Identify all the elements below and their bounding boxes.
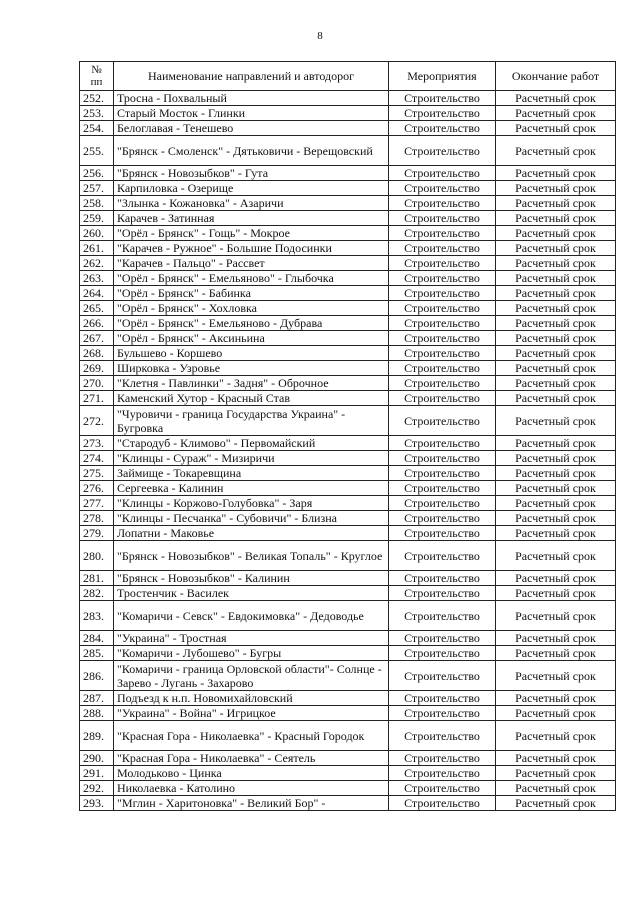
row-number: 260. xyxy=(80,226,114,241)
row-end-date: Расчетный срок xyxy=(496,511,616,526)
row-road-name: "Орёл - Брянск" - Гощь" - Мокрое xyxy=(114,226,389,241)
row-number: 257. xyxy=(80,181,114,196)
row-road-name: "Орёл - Брянск" - Аксиньина xyxy=(114,331,389,346)
row-road-name: "Мглин - Харитоновка" - Великий Бор" - xyxy=(114,796,389,811)
row-road-name: Ширковка - Узровье xyxy=(114,361,389,376)
row-end-date: Расчетный срок xyxy=(496,781,616,796)
row-end-date: Расчетный срок xyxy=(496,271,616,286)
row-number: 272. xyxy=(80,406,114,436)
row-end-date: Расчетный срок xyxy=(496,391,616,406)
row-number: 282. xyxy=(80,586,114,601)
row-number: 289. xyxy=(80,721,114,751)
row-event: Строительство xyxy=(389,346,496,361)
row-end-date: Расчетный срок xyxy=(496,481,616,496)
row-end-date: Расчетный срок xyxy=(496,181,616,196)
table-row xyxy=(80,781,616,796)
row-number: 273. xyxy=(80,436,114,451)
row-event: Строительство xyxy=(389,196,496,211)
table-row xyxy=(80,241,616,256)
row-number: 262. xyxy=(80,256,114,271)
table-row xyxy=(80,211,616,226)
row-end-date: Расчетный срок xyxy=(496,331,616,346)
row-end-date: Расчетный срок xyxy=(496,796,616,811)
table-row xyxy=(80,796,616,811)
row-number: 281. xyxy=(80,571,114,586)
row-event: Строительство xyxy=(389,436,496,451)
table-row xyxy=(80,286,616,301)
row-event: Строительство xyxy=(389,136,496,166)
row-road-name: Карпиловка - Озерище xyxy=(114,181,389,196)
row-event: Строительство xyxy=(389,406,496,436)
header-number-line1: № xyxy=(91,64,102,76)
row-road-name: Старый Мосток - Глинки xyxy=(114,106,389,121)
table-row xyxy=(80,766,616,781)
row-event: Строительство xyxy=(389,376,496,391)
table-row xyxy=(80,511,616,526)
row-road-name: "Комаричи - Севск" - Евдокимовка" - Дедоводье xyxy=(114,601,389,631)
row-event: Строительство xyxy=(389,601,496,631)
row-number: 258. xyxy=(80,196,114,211)
row-number: 270. xyxy=(80,376,114,391)
row-number: 287. xyxy=(80,691,114,706)
row-event: Строительство xyxy=(389,691,496,706)
row-number: 291. xyxy=(80,766,114,781)
row-end-date: Расчетный срок xyxy=(496,241,616,256)
row-number: 261. xyxy=(80,241,114,256)
row-road-name: "Комаричи - граница Орловской области"- Солнце - Зарево - Лугань - Захарово xyxy=(114,661,389,691)
table-row xyxy=(80,106,616,121)
row-number: 284. xyxy=(80,631,114,646)
row-event: Строительство xyxy=(389,631,496,646)
row-event: Строительство xyxy=(389,766,496,781)
row-number: 265. xyxy=(80,301,114,316)
row-road-name: "Орёл - Брянск" - Хохловка xyxy=(114,301,389,316)
row-event: Строительство xyxy=(389,571,496,586)
table-row xyxy=(80,256,616,271)
row-end-date: Расчетный срок xyxy=(496,91,616,106)
row-event: Строительство xyxy=(389,451,496,466)
row-number: 263. xyxy=(80,271,114,286)
row-event: Строительство xyxy=(389,301,496,316)
row-road-name: Бульшево - Коршево xyxy=(114,346,389,361)
row-end-date: Расчетный срок xyxy=(496,316,616,331)
row-end-date: Расчетный срок xyxy=(496,211,616,226)
row-end-date: Расчетный срок xyxy=(496,436,616,451)
row-end-date: Расчетный срок xyxy=(496,631,616,646)
row-end-date: Расчетный срок xyxy=(496,286,616,301)
row-road-name: "Красная Гора - Николаевка" - Сеятель xyxy=(114,751,389,766)
row-road-name: "Клинцы - Песчанка" - Субовичи" - Близна xyxy=(114,511,389,526)
header-row xyxy=(80,62,616,91)
table-row xyxy=(80,346,616,361)
row-road-name: "Карачев - Пальцо" - Рассвет xyxy=(114,256,389,271)
row-event: Строительство xyxy=(389,541,496,571)
table-row xyxy=(80,661,616,691)
row-number: 275. xyxy=(80,466,114,481)
table-row xyxy=(80,451,616,466)
table-body xyxy=(80,91,616,811)
row-end-date: Расчетный срок xyxy=(496,721,616,751)
header-end: Окончание работ xyxy=(496,62,616,91)
row-number: 269. xyxy=(80,361,114,376)
table-row xyxy=(80,646,616,661)
row-event: Строительство xyxy=(389,271,496,286)
row-number: 278. xyxy=(80,511,114,526)
row-end-date: Расчетный срок xyxy=(496,706,616,721)
table-row xyxy=(80,301,616,316)
row-event: Строительство xyxy=(389,706,496,721)
table-row xyxy=(80,751,616,766)
row-event: Строительство xyxy=(389,226,496,241)
row-event: Строительство xyxy=(389,106,496,121)
table-row xyxy=(80,481,616,496)
table-row xyxy=(80,526,616,541)
row-event: Строительство xyxy=(389,586,496,601)
row-road-name: Займище - Токаревщина xyxy=(114,466,389,481)
row-road-name: "Брянск - Новозыбков" - Великая Топаль" - Круглое xyxy=(114,541,389,571)
row-event: Строительство xyxy=(389,661,496,691)
table-row xyxy=(80,691,616,706)
row-number: 277. xyxy=(80,496,114,511)
row-road-name: Подъезд к н.п. Новомихайловский xyxy=(114,691,389,706)
row-end-date: Расчетный срок xyxy=(496,526,616,541)
row-road-name: Тросна - Похвальный xyxy=(114,91,389,106)
row-road-name: "Красная Гора - Николаевка" - Красный Городок xyxy=(114,721,389,751)
row-event: Строительство xyxy=(389,511,496,526)
row-road-name: Карачев - Затинная xyxy=(114,211,389,226)
row-road-name: "Украина" - Война" - Игрицкое xyxy=(114,706,389,721)
table-row xyxy=(80,121,616,136)
row-number: 288. xyxy=(80,706,114,721)
row-number: 276. xyxy=(80,481,114,496)
row-event: Строительство xyxy=(389,121,496,136)
row-road-name: Каменский Хутор - Красный Став xyxy=(114,391,389,406)
row-event: Строительство xyxy=(389,256,496,271)
row-road-name: "Орёл - Брянск" - Емельяново - Дубрава xyxy=(114,316,389,331)
row-number: 252. xyxy=(80,91,114,106)
row-road-name: "Брянск - Новозыбков" - Калинин xyxy=(114,571,389,586)
page-number: 8 xyxy=(317,30,323,42)
row-end-date: Расчетный срок xyxy=(496,766,616,781)
row-road-name: "Чуровичи - граница Государства Украина" - Бугровка xyxy=(114,406,389,436)
table-row xyxy=(80,136,616,166)
row-number: 274. xyxy=(80,451,114,466)
row-end-date: Расчетный срок xyxy=(496,406,616,436)
table-row xyxy=(80,436,616,451)
row-number: 264. xyxy=(80,286,114,301)
row-road-name: "Карачев - Ружное" - Большие Подосинки xyxy=(114,241,389,256)
row-event: Строительство xyxy=(389,241,496,256)
table-row xyxy=(80,166,616,181)
row-event: Строительство xyxy=(389,286,496,301)
row-road-name: "Клетня - Павлинки" - Задня" - Оброчное xyxy=(114,376,389,391)
row-road-name: Лопатни - Маковье xyxy=(114,526,389,541)
row-number: 293. xyxy=(80,796,114,811)
header-name: Наименование направлений и автодорог xyxy=(114,62,389,91)
table-row xyxy=(80,541,616,571)
row-road-name: Белоглавая - Тенешево xyxy=(114,121,389,136)
row-end-date: Расчетный срок xyxy=(496,106,616,121)
table-row xyxy=(80,586,616,601)
row-event: Строительство xyxy=(389,781,496,796)
row-number: 256. xyxy=(80,166,114,181)
header-number-line2: пп xyxy=(90,76,103,88)
row-end-date: Расчетный срок xyxy=(496,166,616,181)
row-number: 267. xyxy=(80,331,114,346)
table-row xyxy=(80,496,616,511)
row-event: Строительство xyxy=(389,181,496,196)
table-row xyxy=(80,466,616,481)
row-road-name: Николаевка - Католино xyxy=(114,781,389,796)
table-row xyxy=(80,391,616,406)
row-event: Строительство xyxy=(389,796,496,811)
row-number: 292. xyxy=(80,781,114,796)
row-road-name: "Украина" - Тростная xyxy=(114,631,389,646)
row-end-date: Расчетный срок xyxy=(496,691,616,706)
row-road-name: "Клинцы - Сураж" - Мизиричи xyxy=(114,451,389,466)
table-row xyxy=(80,226,616,241)
table-header xyxy=(80,62,616,91)
row-end-date: Расчетный срок xyxy=(496,541,616,571)
table-row xyxy=(80,376,616,391)
row-end-date: Расчетный срок xyxy=(496,496,616,511)
row-end-date: Расчетный срок xyxy=(496,256,616,271)
row-end-date: Расчетный срок xyxy=(496,601,616,631)
row-end-date: Расчетный срок xyxy=(496,196,616,211)
row-event: Строительство xyxy=(389,466,496,481)
row-road-name: "Орёл - Брянск" - Емельяново" - Глыбочка xyxy=(114,271,389,286)
row-number: 286. xyxy=(80,661,114,691)
row-road-name: Сергеевка - Калинин xyxy=(114,481,389,496)
row-event: Строительство xyxy=(389,481,496,496)
table-row xyxy=(80,271,616,286)
table-row xyxy=(80,361,616,376)
row-end-date: Расчетный срок xyxy=(496,646,616,661)
roads-table xyxy=(79,61,616,811)
row-event: Строительство xyxy=(389,721,496,751)
row-end-date: Расчетный срок xyxy=(496,301,616,316)
row-number: 280. xyxy=(80,541,114,571)
row-event: Строительство xyxy=(389,751,496,766)
table-row xyxy=(80,721,616,751)
table-row xyxy=(80,196,616,211)
row-number: 290. xyxy=(80,751,114,766)
row-event: Строительство xyxy=(389,646,496,661)
row-end-date: Расчетный срок xyxy=(496,466,616,481)
row-road-name: "Клинцы - Коржово-Голубовка" - Заря xyxy=(114,496,389,511)
row-number: 271. xyxy=(80,391,114,406)
row-event: Строительство xyxy=(389,91,496,106)
table-row xyxy=(80,706,616,721)
row-end-date: Расчетный срок xyxy=(496,586,616,601)
row-number: 279. xyxy=(80,526,114,541)
row-road-name: "Брянск - Смоленск" - Дятьковичи - Верещовский xyxy=(114,136,389,166)
row-end-date: Расчетный срок xyxy=(496,136,616,166)
header-number xyxy=(80,62,114,91)
row-event: Строительство xyxy=(389,166,496,181)
row-end-date: Расчетный срок xyxy=(496,121,616,136)
row-road-name: Молодьково - Цинка xyxy=(114,766,389,781)
row-road-name: "Орёл - Брянск" - Бабинка xyxy=(114,286,389,301)
row-number: 266. xyxy=(80,316,114,331)
row-end-date: Расчетный срок xyxy=(496,571,616,586)
row-number: 255. xyxy=(80,136,114,166)
row-road-name: "Стародуб - Климово" - Первомайский xyxy=(114,436,389,451)
table-row xyxy=(80,181,616,196)
row-end-date: Расчетный срок xyxy=(496,346,616,361)
row-road-name: "Комаричи - Лубошево" - Бугры xyxy=(114,646,389,661)
table-row xyxy=(80,631,616,646)
row-end-date: Расчетный срок xyxy=(496,751,616,766)
row-number: 254. xyxy=(80,121,114,136)
table-row xyxy=(80,91,616,106)
row-event: Строительство xyxy=(389,526,496,541)
row-event: Строительство xyxy=(389,331,496,346)
row-end-date: Расчетный срок xyxy=(496,226,616,241)
row-event: Строительство xyxy=(389,211,496,226)
row-event: Строительство xyxy=(389,361,496,376)
row-number: 283. xyxy=(80,601,114,631)
row-road-name: Тростенчик - Василек xyxy=(114,586,389,601)
row-end-date: Расчетный срок xyxy=(496,661,616,691)
row-end-date: Расчетный срок xyxy=(496,361,616,376)
row-road-name: "Брянск - Новозыбков" - Гута xyxy=(114,166,389,181)
row-number: 253. xyxy=(80,106,114,121)
row-event: Строительство xyxy=(389,316,496,331)
row-number: 285. xyxy=(80,646,114,661)
table-row xyxy=(80,316,616,331)
row-end-date: Расчетный срок xyxy=(496,451,616,466)
table-row xyxy=(80,406,616,436)
row-event: Строительство xyxy=(389,391,496,406)
header-event: Мероприятия xyxy=(389,62,496,91)
table-row xyxy=(80,331,616,346)
row-road-name: "Злынка - Кожановка" - Азаричи xyxy=(114,196,389,211)
table-row xyxy=(80,601,616,631)
row-number: 268. xyxy=(80,346,114,361)
row-end-date: Расчетный срок xyxy=(496,376,616,391)
row-number: 259. xyxy=(80,211,114,226)
row-event: Строительство xyxy=(389,496,496,511)
table-row xyxy=(80,571,616,586)
